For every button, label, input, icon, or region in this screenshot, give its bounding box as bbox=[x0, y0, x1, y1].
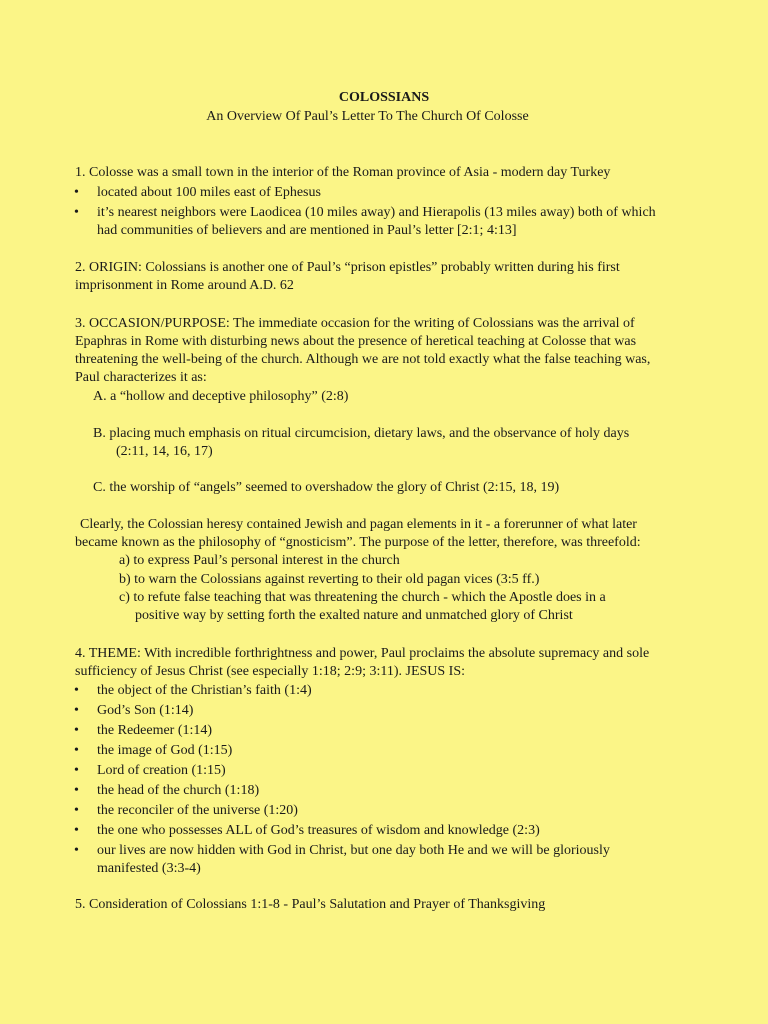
section-1-heading: 1. Colosse was a small town in the interior of the Roman province of Asia - modern day Turkey bbox=[75, 165, 611, 180]
bullet-icon: • bbox=[74, 783, 79, 798]
section-1-bullet-1: located about 100 miles east of Ephesus bbox=[97, 185, 321, 200]
theme-item: the object of the Christian’s faith (1:4) bbox=[97, 683, 312, 698]
theme-item: the one who possesses ALL of God’s treasures of wisdom and knowledge (2:3) bbox=[97, 823, 540, 838]
section-3-para-line-2: became known as the philosophy of “gnosticism”. The purpose of the letter, therefore, was threefold: bbox=[75, 535, 641, 550]
theme-item: the head of the church (1:18) bbox=[97, 783, 260, 798]
theme-item: the reconciler of the universe (1:20) bbox=[97, 803, 298, 818]
section-3-para-line-1: Clearly, the Colossian heresy contained Jewish and pagan elements in it - a forerunner of what later bbox=[80, 517, 637, 532]
section-3-purpose-c: c) to refute false teaching that was threatening the church - which the Apostle does in a bbox=[119, 590, 606, 605]
bullet-icon: • bbox=[74, 803, 79, 818]
section-3-line-3: threatening the well-being of the church. Although we are not told exactly what the false teaching was, bbox=[75, 352, 651, 367]
section-4-line-2: sufficiency of Jesus Christ (see especially 1:18; 2:9; 3:11). JESUS IS: bbox=[75, 664, 466, 679]
theme-item-cont: manifested (3:3-4) bbox=[97, 861, 201, 876]
bullet-icon: • bbox=[74, 823, 79, 838]
section-3-line-4: Paul characterizes it as: bbox=[75, 370, 207, 385]
section-3-item-a: A. a “hollow and deceptive philosophy” (2:8) bbox=[93, 389, 349, 404]
bullet-icon: • bbox=[74, 703, 79, 718]
section-3-line-2: Epaphras in Rome with disturbing news about the presence of heretical teaching at Colosse that was bbox=[75, 334, 637, 349]
bullet-icon: • bbox=[74, 763, 79, 778]
section-3-purpose-b: b) to warn the Colossians against reverting to their old pagan vices (3:5 ff.) bbox=[119, 572, 540, 587]
section-2-line-2: imprisonment in Rome around A.D. 62 bbox=[75, 278, 294, 293]
bullet-icon: • bbox=[74, 185, 79, 200]
theme-item: the image of God (1:15) bbox=[97, 743, 233, 758]
section-4-line-1: 4. THEME: With incredible forthrightness and power, Paul proclaims the absolute supremacy and sole bbox=[75, 646, 650, 661]
section-1-bullet-2-cont: had communities of believers and are mentioned in Paul’s letter [2:1; 4:13] bbox=[97, 223, 517, 238]
theme-item: God’s Son (1:14) bbox=[97, 703, 194, 718]
theme-item: the Redeemer (1:14) bbox=[97, 723, 213, 738]
bullet-icon: • bbox=[74, 843, 79, 858]
theme-item: our lives are now hidden with God in Christ, but one day both He and we will be gloriously bbox=[97, 843, 610, 858]
page-subtitle: An Overview Of Paul’s Letter To The Church Of Colosse bbox=[206, 109, 529, 124]
section-3-item-b: B. placing much emphasis on ritual circumcision, dietary laws, and the observance of holy days bbox=[93, 426, 630, 441]
bullet-icon: • bbox=[74, 683, 79, 698]
section-3-line-1: 3. OCCASION/PURPOSE: The immediate occasion for the writing of Colossians was the arrival of bbox=[75, 316, 635, 331]
page-title: COLOSSIANS bbox=[338, 90, 430, 105]
section-3-item-c: C. the worship of “angels” seemed to overshadow the glory of Christ (2:15, 18, 19) bbox=[93, 480, 560, 495]
section-1-bullet-2: it’s nearest neighbors were Laodicea (10 miles away) and Hierapolis (13 miles away) both of which bbox=[97, 205, 656, 220]
section-3-item-b-cont: (2:11, 14, 16, 17) bbox=[116, 444, 213, 459]
section-2-line-1: 2. ORIGIN: Colossians is another one of Paul’s “prison epistles” probably written during his first bbox=[75, 260, 620, 275]
section-5-heading: 5. Consideration of Colossians 1:1-8 - Paul’s Salutation and Prayer of Thanksgiving bbox=[75, 897, 546, 912]
bullet-icon: • bbox=[74, 743, 79, 758]
theme-item: Lord of creation (1:15) bbox=[97, 763, 226, 778]
bullet-icon: • bbox=[74, 723, 79, 738]
section-3-purpose-c-cont: positive way by setting forth the exalted nature and unmatched glory of Christ bbox=[135, 608, 573, 623]
section-3-purpose-a: a) to express Paul’s personal interest in the church bbox=[119, 553, 400, 568]
bullet-icon: • bbox=[74, 205, 79, 220]
